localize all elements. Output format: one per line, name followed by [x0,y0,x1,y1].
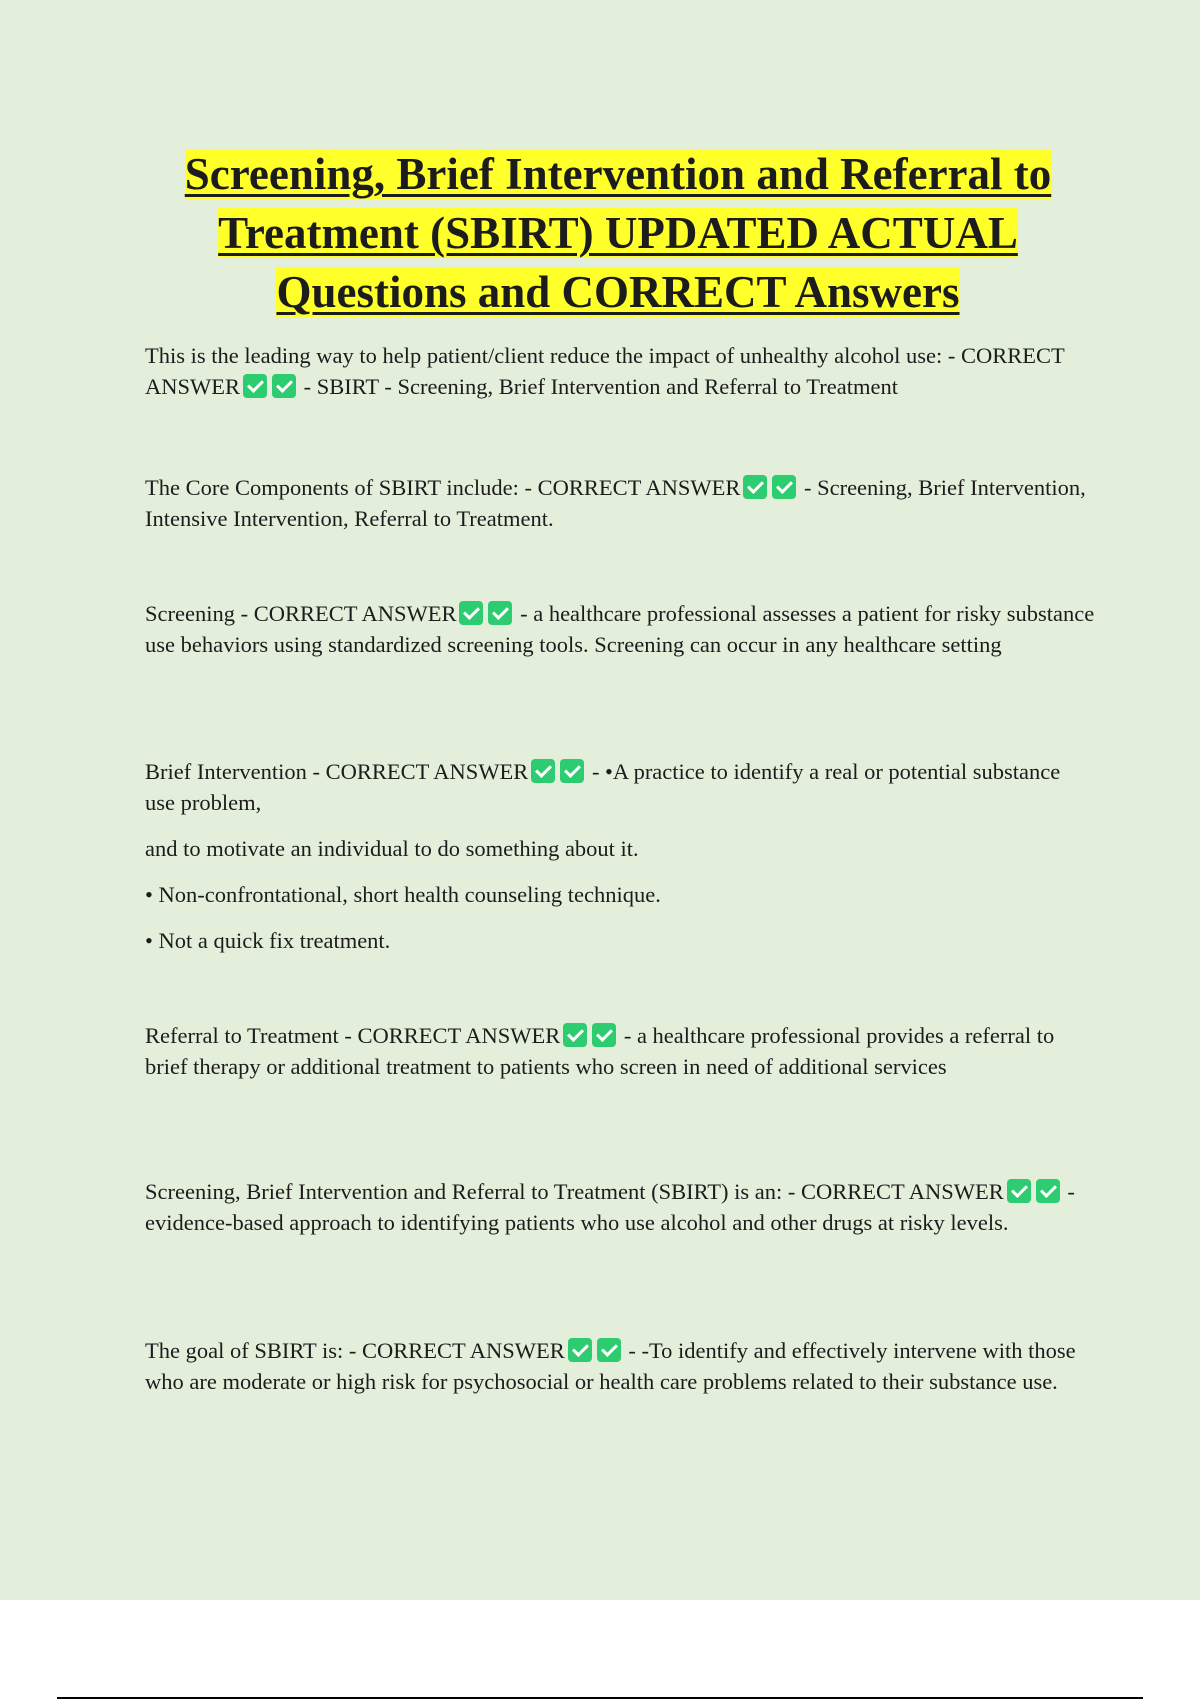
document-title [140,145,1096,322]
title-line: Questions and CORRECT Answers [276,267,960,317]
qa-item [145,340,1095,402]
check-box-icon [560,759,584,783]
question-text: Brief Intervention - [145,759,320,784]
answer-text: - •A practice to identify a real or potential substance use problem, [145,759,1061,815]
answer-continuation: and to motivate an individual to do something about it. [145,836,639,861]
check-box-icon [488,601,512,625]
title-line: Screening, Brief Intervention and Referral to [184,149,1052,199]
qa-text [145,1335,1095,1397]
answer-text: - a healthcare professional provides a referral to brief therapy or additional treatment to patients who screen in need of additional services [145,1023,1055,1079]
question-text: Referral to Treatment - [145,1023,352,1048]
answer-text: - Screening, Brief Intervention, Intensive Intervention, Referral to Treatment. [145,475,1086,531]
check-box-icon [743,475,767,499]
correct-answer-label: CORRECT ANSWER [537,475,741,500]
check-box-icon [563,1023,587,1047]
question-text: Screening - [145,601,249,626]
answer-text: - a healthcare professional assesses a patient for risky substance use behaviors using standardized screening tools. Screening can occur in any healthcare setting [145,601,1095,657]
title-line: Treatment (SBIRT) UPDATED ACTUAL [218,208,1018,258]
check-box-icon [1007,1179,1031,1203]
correct-answer-label: CORRECT ANSWER [145,343,1065,399]
check-box-icon [568,1338,592,1362]
correct-answer-label: CORRECT ANSWER [325,759,529,784]
qa-item [145,1335,1095,1397]
qa-item [145,472,1095,534]
qa-text [145,756,1095,818]
check-box-icon [1036,1179,1060,1203]
qa-item [145,1020,1095,1082]
correct-answer-label: CORRECT ANSWER [253,601,457,626]
answer-bullet: • Non-confrontational, short health counseling technique. [145,882,661,907]
question-text: Screening, Brief Intervention and Referral to Treatment (SBIRT) is an: - [145,1179,796,1204]
check-box-icon [597,1338,621,1362]
correct-answer-label: CORRECT ANSWER [361,1338,565,1363]
answer-text: - evidence-based approach to identifying patients who use alcohol and other drugs at risky levels. [145,1179,1075,1235]
check-box-icon [531,759,555,783]
qa-item [145,598,1095,660]
qa-text [145,598,1095,660]
question-text: This is the leading way to help patient/client reduce the impact of unhealthy alcohol use: - [145,343,956,368]
check-box-icon [243,374,267,398]
correct-answer-label: CORRECT ANSWER [800,1179,1004,1204]
check-box-icon [772,475,796,499]
qa-text [145,340,1095,402]
qa-text [145,1176,1095,1238]
question-text: The Core Components of SBIRT include: - [145,475,532,500]
qa-text [145,1020,1095,1082]
answer-text: - SBIRT - Screening, Brief Intervention and Referral to Treatment [303,374,898,399]
page-bottom-rule [57,1697,1143,1699]
qa-item [145,756,1095,956]
check-box-icon [272,374,296,398]
correct-answer-label: CORRECT ANSWER [357,1023,561,1048]
qa-text [145,472,1095,534]
check-box-icon [592,1023,616,1047]
qa-item [145,1176,1095,1238]
answer-text: - -To identify and effectively intervene with those who are moderate or high risk for psychosocial or health care problems related to their substance use. [145,1338,1076,1394]
answer-bullet: • Not a quick fix treatment. [145,928,391,953]
question-text: The goal of SBIRT is: - [145,1338,357,1363]
check-box-icon [459,601,483,625]
